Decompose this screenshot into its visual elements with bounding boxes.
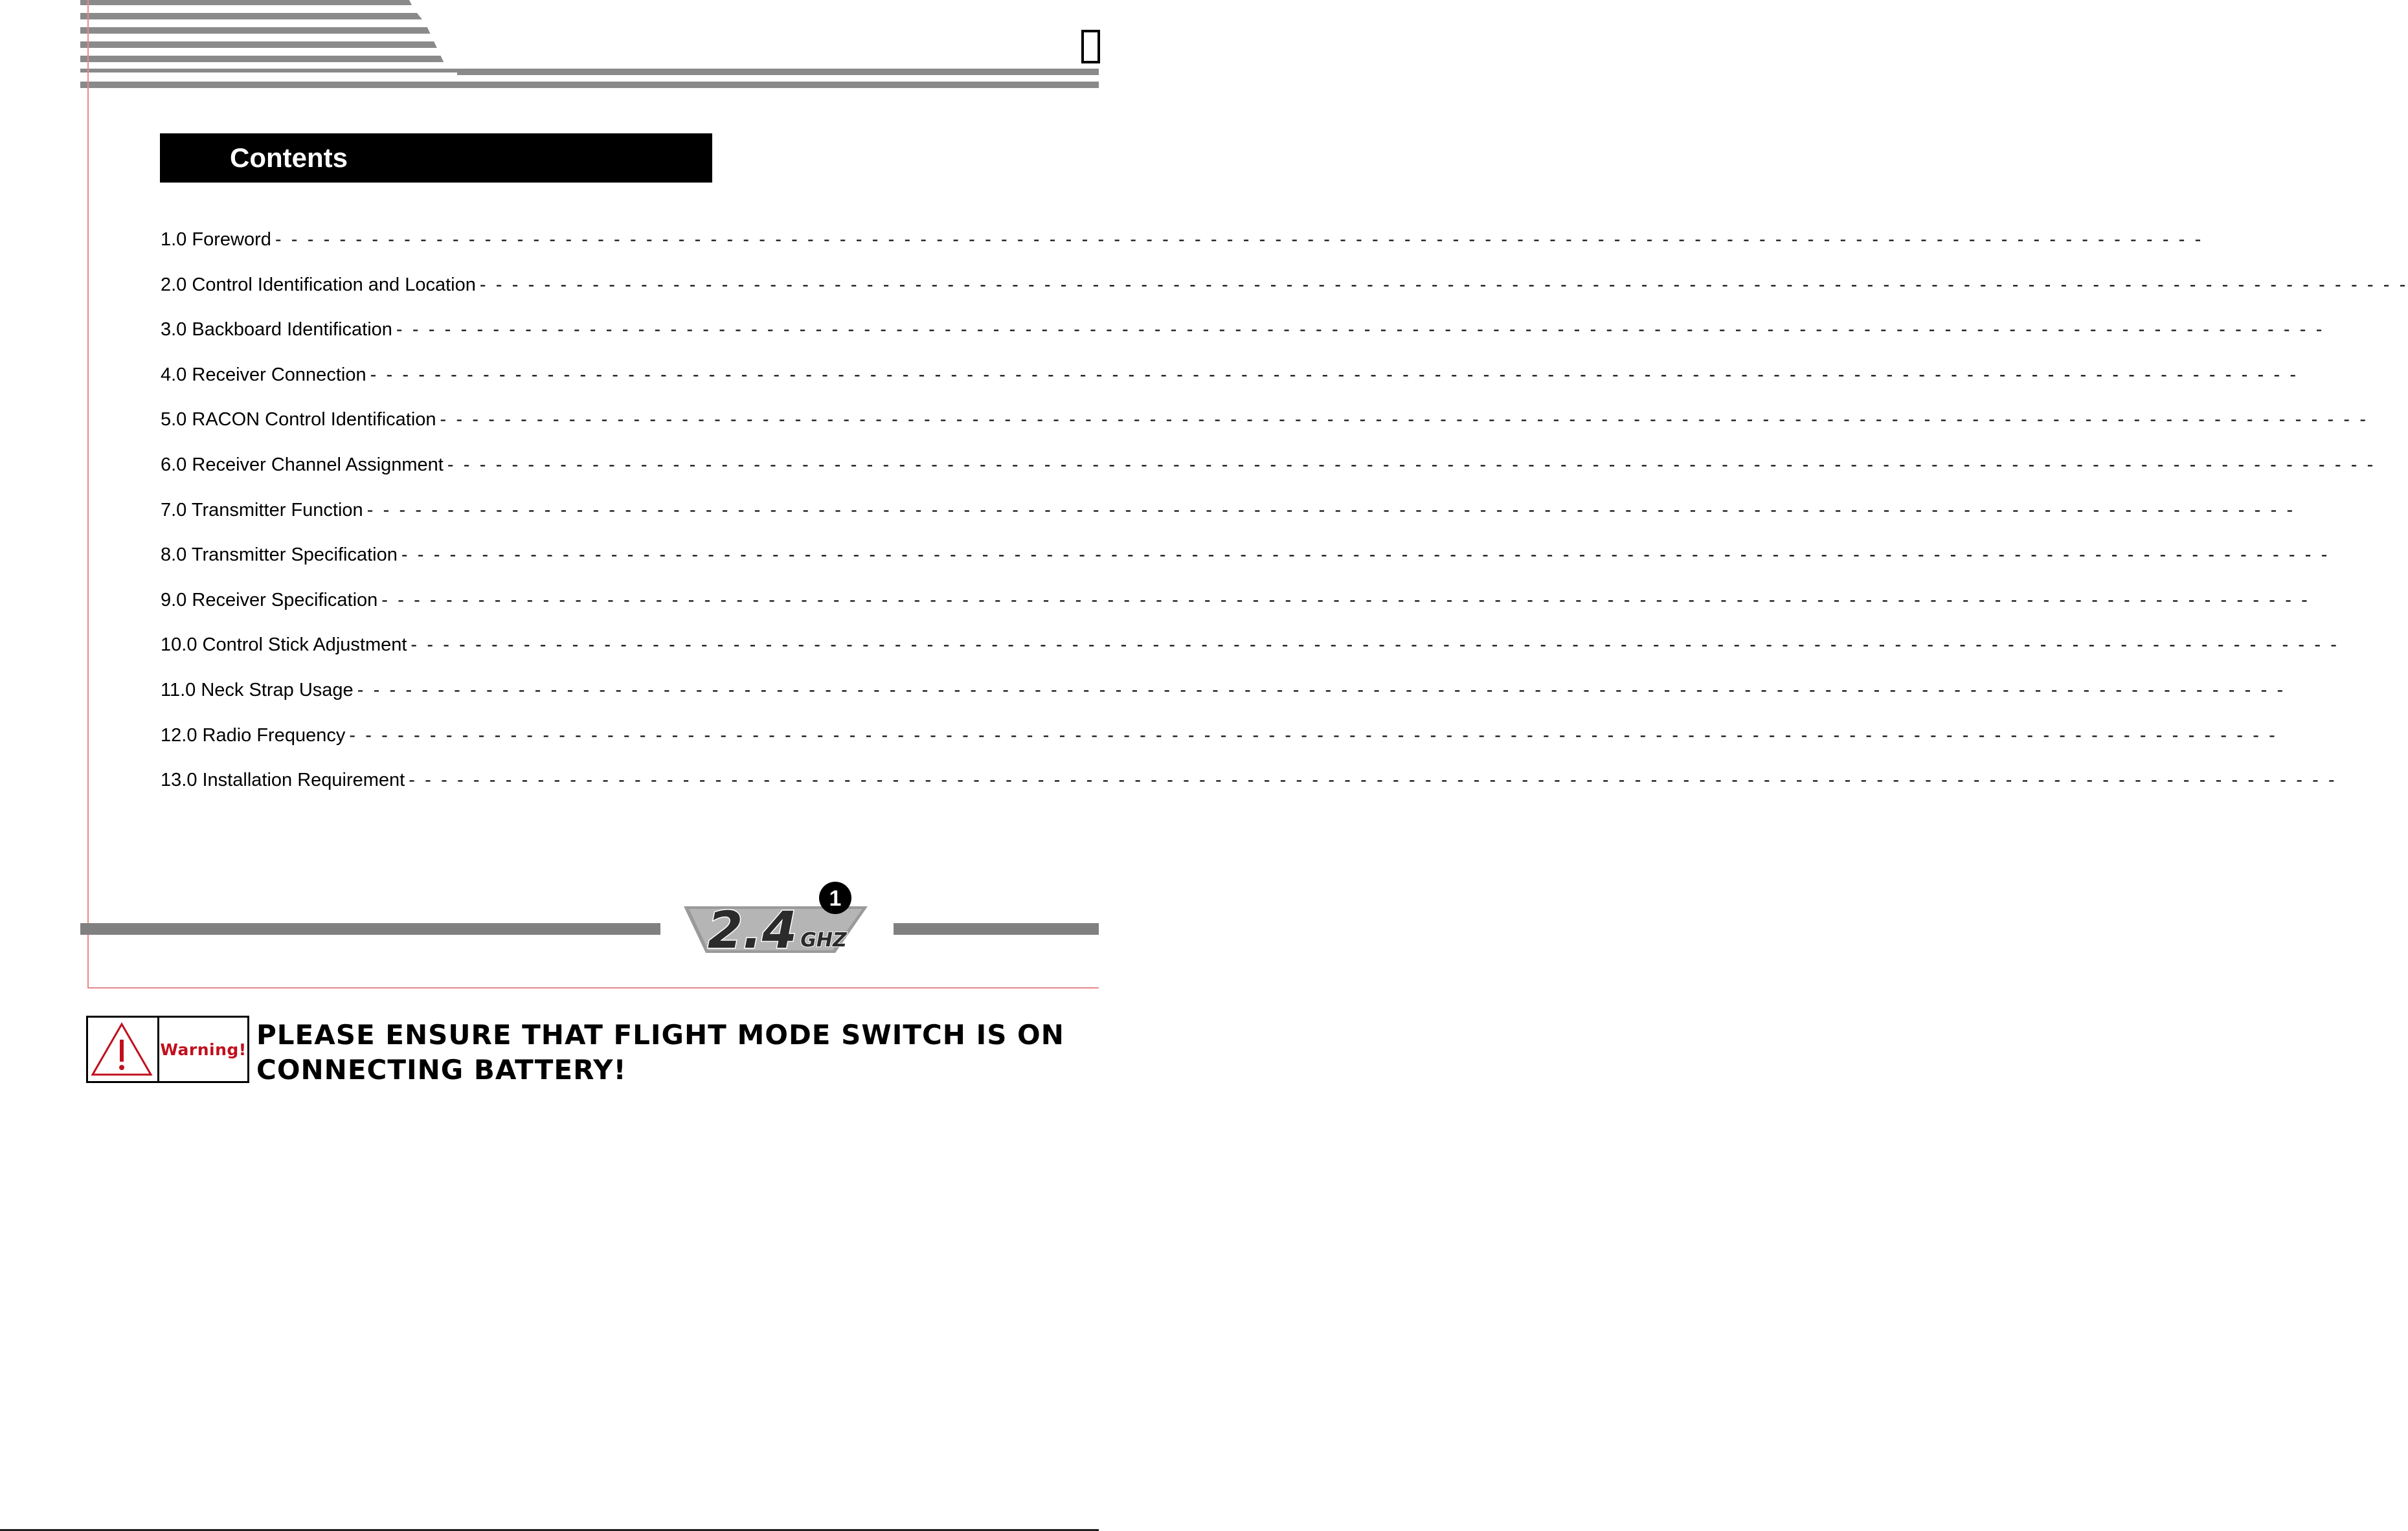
footer-band-left	[80, 923, 660, 935]
toc-item-label: 6.0 Receiver Channel Assignment	[161, 454, 444, 475]
toc-item[interactable]	[161, 676, 2286, 722]
toc-leader: - - - - - - - - - - - - - - - - - - - - - - - - - - - - - - - - - - - - - - - - - - - - - - - - - - - - - - - - - - - - - - - - - - - - - - - - - - - - - - - - - - - - - - - - - - - - - - - - - - - - - - - - - - - - - - - - - - - - - - - -	[275, 229, 2203, 250]
page-number: 1	[829, 886, 842, 911]
warning-line-2: CONNECTING BATTERY!	[256, 1054, 627, 1086]
toc-leader: - - - - - - - - - - - - - - - - - - - - - - - - - - - - - - - - - - - - - - - - - - - - - - - - - - - - - - - - - - - - - - - - - - - - - - - - - - - - - - - - - - - - - - - - - - - - - - - - - - - - - - - - - - - - - - - - - - - - - - - -	[447, 454, 2376, 475]
toc-leader: - - - - - - - - - - - - - - - - - - - - - - - - - - - - - - - - - - - - - - - - - - - - - - - - - - - - - - - - - - - - - - - - - - - - - - - - - - - - - - - - - - - - - - - - - - - - - - - - - - - - - - - - - - - - - - - - - - - - - - - -	[409, 770, 2337, 791]
footer-band-right	[894, 923, 1099, 935]
toc-leader: - - - - - - - - - - - - - - - - - - - - - - - - - - - - - - - - - - - - - - - - - - - - - - - - - - - - - - - - - - - - - - - - - - - - - - - - - - - - - - - - - - - - - - - - - - - - - - - - - - - - - - - - - - - - - - - - - - - - - - - -	[349, 724, 2278, 746]
toc-item[interactable]	[161, 361, 2299, 407]
toc-leader: - - - - - - - - - - - - - - - - - - - - - - - - - - - - - - - - - - - - - - - - - - - - - - - - - - - - - - - - - - - - - - - - - - - - - - - - - - - - - - - - - - - - - - - - - - - - - - - - - - - - - - - - - - - - - - - - - - - - - - - -	[401, 544, 2330, 566]
toc-item-label: 12.0 Radio Frequency	[161, 724, 346, 746]
warning-badge-label: Warning!	[160, 1040, 247, 1059]
toc-item-label: 3.0 Backboard Identification	[161, 319, 392, 341]
toc-item-label: 11.0 Neck Strap Usage	[161, 679, 354, 700]
toc-leader: - - - - - - - - - - - - - - - - - - - - - - - - - - - - - - - - - - - - - - - - - - - - - - - - - - - - - - - - - - - - - - - - - - - - - - - - - - - - - - - - - - - - - - - - - - - - - - - - - - - - - - - - - - - - - - - - - - - - - - - -	[381, 589, 2310, 610]
toc-item-label: 13.0 Installation Requirement	[161, 770, 405, 791]
toc-item[interactable]	[161, 316, 2324, 361]
toc-item-label: 2.0 Control Identification and Location	[161, 274, 476, 295]
toc-leader: - - - - - - - - - - - - - - - - - - - - - - - - - - - - - - - - - - - - - - - - - - - - - - - - - - - - - - - - - - - - - - - - - - - - - - - - - - - - - - - - - - - - - - - - - - - - - - - - - - - - - - - - - - - - - - - - - - - - - - - -	[370, 364, 2299, 385]
toc-leader: - - - - - - - - - - - - - - - - - - - - - - - - - - - - - - - - - - - - - - - - - - - - - - - - - - - - - - - - - - - - - - - - - - - - - - - - - - - - - - - - - - - - - - - - - - - - - - - - - - - - - - - - - - - - - - - - - - - - - - - -	[357, 679, 2286, 700]
toc-item-label: 8.0 Transmitter Specification	[161, 544, 398, 566]
page-frame-bottom	[87, 987, 1099, 989]
logo-main-text: 2.4	[707, 902, 798, 960]
toc-leader: - - - - - - - - - - - - - - - - - - - - - - - - - - - - - - - - - - - - - - - - - - - - - - - - - - - - - - - - - - - - - - - - - - - - - - - - - - - - - - - - - - - - - - - - - - - - - - - - - - - - - - - - - - - - - - - - - - - - - - - -	[411, 634, 2339, 656]
warning-box	[86, 1016, 249, 1083]
toc-item[interactable]	[161, 406, 2369, 451]
toc-list	[161, 226, 2408, 812]
toc-leader: - - - - - - - - - - - - - - - - - - - - - - - - - - - - - - - - - - - - - - - - - - - - - - - - - - - - - - - - - - - - - - - - - - - - - - - - - - - - - - - - - - - - - - - - - - - - - - - - - - - - - - - - - - - - - - - - - - - - - - - -	[479, 274, 2408, 295]
toc-leader: - - - - - - - - - - - - - - - - - - - - - - - - - - - - - - - - - - - - - - - - - - - - - - - - - - - - - - - - - - - - - - - - - - - - - - - - - - - - - - - - - - - - - - - - - - - - - - - - - - - - - - - - - - - - - - - - - - - - - - - -	[366, 499, 2295, 520]
toc-item[interactable]	[161, 631, 2339, 676]
toc-item[interactable]	[161, 722, 2278, 767]
warning-triangle-icon	[88, 1018, 159, 1081]
logo-unit-text: GHZ	[800, 929, 847, 952]
toc-leader: - - - - - - - - - - - - - - - - - - - - - - - - - - - - - - - - - - - - - - - - - - - - - - - - - - - - - - - - - - - - - - - - - - - - - - - - - - - - - - - - - - - - - - - - - - - - - - - - - - - - - - - - - - - - - - - - - - - - - - - -	[440, 409, 2369, 430]
toc-leader: - - - - - - - - - - - - - - - - - - - - - - - - - - - - - - - - - - - - - - - - - - - - - - - - - - - - - - - - - - - - - - - - - - - - - - - - - - - - - - - - - - - - - - - - - - - - - - - - - - - - - - - - - - - - - - - - - - - - - - - -	[396, 319, 2324, 341]
toc-item-label: 7.0 Transmitter Function	[161, 499, 363, 520]
toc-item[interactable]	[161, 226, 2203, 271]
toc-item[interactable]	[161, 587, 2310, 632]
toc-item[interactable]	[161, 541, 2330, 587]
toc-item-label: 4.0 Receiver Connection	[161, 364, 366, 385]
warning-line-1: PLEASE ENSURE THAT FLIGHT MODE SWITCH IS ON	[256, 1019, 1064, 1051]
contents-title-bar	[160, 133, 712, 183]
toc-item-label: 9.0 Receiver Specification	[161, 589, 378, 610]
toc-item[interactable]	[161, 451, 2376, 497]
contents-title: Contents	[230, 142, 348, 173]
ghz-logo	[680, 880, 874, 958]
warning-message	[256, 1018, 1099, 1088]
toc-item[interactable]	[161, 497, 2295, 542]
toc-item-label: 1.0 Foreword	[161, 229, 271, 250]
header-stripes	[0, 0, 1099, 91]
page-frame-left	[87, 0, 89, 989]
toc-item-label: 10.0 Control Stick Adjustment	[161, 634, 407, 656]
toc-item-label: 5.0 RACON Control Identification	[161, 409, 436, 430]
toc-item[interactable]	[161, 766, 2337, 812]
toc-item[interactable]	[161, 271, 2408, 317]
